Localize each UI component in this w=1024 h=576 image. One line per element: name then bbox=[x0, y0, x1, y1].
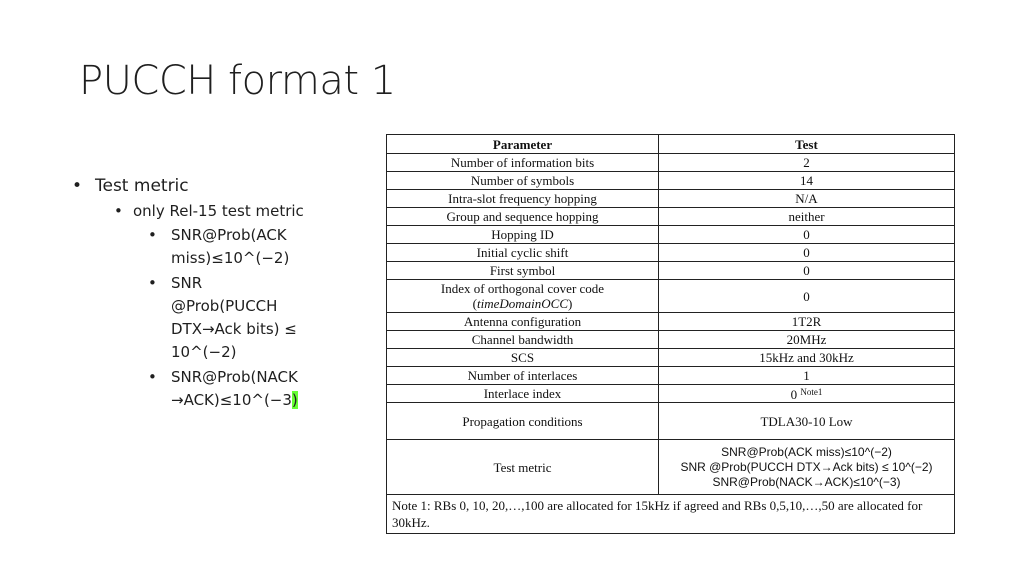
header-test: Test bbox=[659, 135, 955, 154]
row-label: Intra-slot frequency hopping bbox=[387, 190, 659, 208]
bullet-dtx: • SNR @Prob(PUCCH DTX→Ack bits) ≤ 10^(−2) bbox=[147, 272, 313, 364]
row-label: Channel bandwidth bbox=[387, 331, 659, 349]
row-value: TDLA30-10 Low bbox=[659, 403, 955, 440]
table-row-occ bbox=[387, 280, 955, 313]
row-value bbox=[659, 440, 955, 495]
table-row bbox=[387, 331, 955, 349]
table-row bbox=[387, 172, 955, 190]
header-parameter: Parameter bbox=[387, 135, 659, 154]
table-row bbox=[387, 313, 955, 331]
row-label: Propagation conditions bbox=[387, 403, 659, 440]
row-label: SCS bbox=[387, 349, 659, 367]
metric-line: SNR@Prob(NACK→ACK)≤10^(−3) bbox=[712, 474, 901, 489]
bullet-ack-miss: • SNR@Prob(ACK miss)≤10^(−2) bbox=[147, 224, 313, 270]
row-label: Number of information bits bbox=[387, 154, 659, 172]
table-row bbox=[387, 226, 955, 244]
row-value: 0 bbox=[659, 226, 955, 244]
row-value: 0 bbox=[659, 280, 955, 313]
row-label: Interlace index bbox=[387, 385, 659, 403]
table-row bbox=[387, 367, 955, 385]
table-note-row bbox=[387, 495, 955, 534]
table-row bbox=[387, 244, 955, 262]
table-note: Note 1: RBs 0, 10, 20,…,100 are allocated for 15kHz if agreed and RBs 0,5,10,…,50 are allocated for 30kHz. bbox=[387, 495, 955, 534]
table-row-interlace bbox=[387, 385, 955, 403]
row-label: Test metric bbox=[387, 440, 659, 495]
row-value: 0 bbox=[659, 244, 955, 262]
table-row bbox=[387, 349, 955, 367]
slide-title: PUCCH format 1 bbox=[79, 58, 396, 104]
row-value: 15kHz and 30kHz bbox=[659, 349, 955, 367]
table-row-metric bbox=[387, 440, 955, 495]
note-ref: Note1 bbox=[800, 387, 823, 397]
metric-line: SNR @Prob(PUCCH DTX→Ack bits) ≤ 10^(−2) bbox=[680, 459, 933, 474]
table-row bbox=[387, 262, 955, 280]
bullet-rel15: • only Rel-15 test metric bbox=[111, 200, 372, 222]
row-value: 2 bbox=[659, 154, 955, 172]
metric-line: SNR@Prob(ACK miss)≤10^(−2) bbox=[721, 444, 892, 459]
interlace-value: 0 bbox=[790, 387, 798, 402]
row-value: 20MHz bbox=[659, 331, 955, 349]
bullet-test-metric: • Test metric bbox=[72, 174, 372, 198]
row-label: Antenna configuration bbox=[387, 313, 659, 331]
table-row bbox=[387, 154, 955, 172]
row-label: Index of orthogonal cover code (timeDomainOCC) bbox=[387, 280, 659, 313]
row-value: 14 bbox=[659, 172, 955, 190]
highlight-mark: ) bbox=[291, 391, 298, 409]
occ-label: Index of orthogonal cover code bbox=[440, 281, 605, 296]
row-value: 1T2R bbox=[659, 313, 955, 331]
row-label: Number of interlaces bbox=[387, 367, 659, 385]
bullet-list bbox=[72, 174, 372, 412]
table-row bbox=[387, 190, 955, 208]
table-row-propagation bbox=[387, 403, 955, 440]
row-label: Initial cyclic shift bbox=[387, 244, 659, 262]
row-value: N/A bbox=[659, 190, 955, 208]
table-header-row bbox=[387, 135, 955, 154]
row-label: Number of symbols bbox=[387, 172, 659, 190]
row-label: Group and sequence hopping bbox=[387, 208, 659, 226]
bullet-nack-text: SNR@Prob(NACK →ACK)≤10^(−3 bbox=[171, 368, 298, 409]
row-value: 1 bbox=[659, 367, 955, 385]
row-value bbox=[659, 385, 955, 403]
row-value: 0 bbox=[659, 262, 955, 280]
row-label: First symbol bbox=[387, 262, 659, 280]
row-label: Hopping ID bbox=[387, 226, 659, 244]
bullet-nack bbox=[147, 366, 313, 412]
table-row bbox=[387, 208, 955, 226]
occ-param: timeDomainOCC bbox=[477, 296, 568, 311]
row-value: neither bbox=[659, 208, 955, 226]
parameter-table bbox=[386, 134, 955, 534]
